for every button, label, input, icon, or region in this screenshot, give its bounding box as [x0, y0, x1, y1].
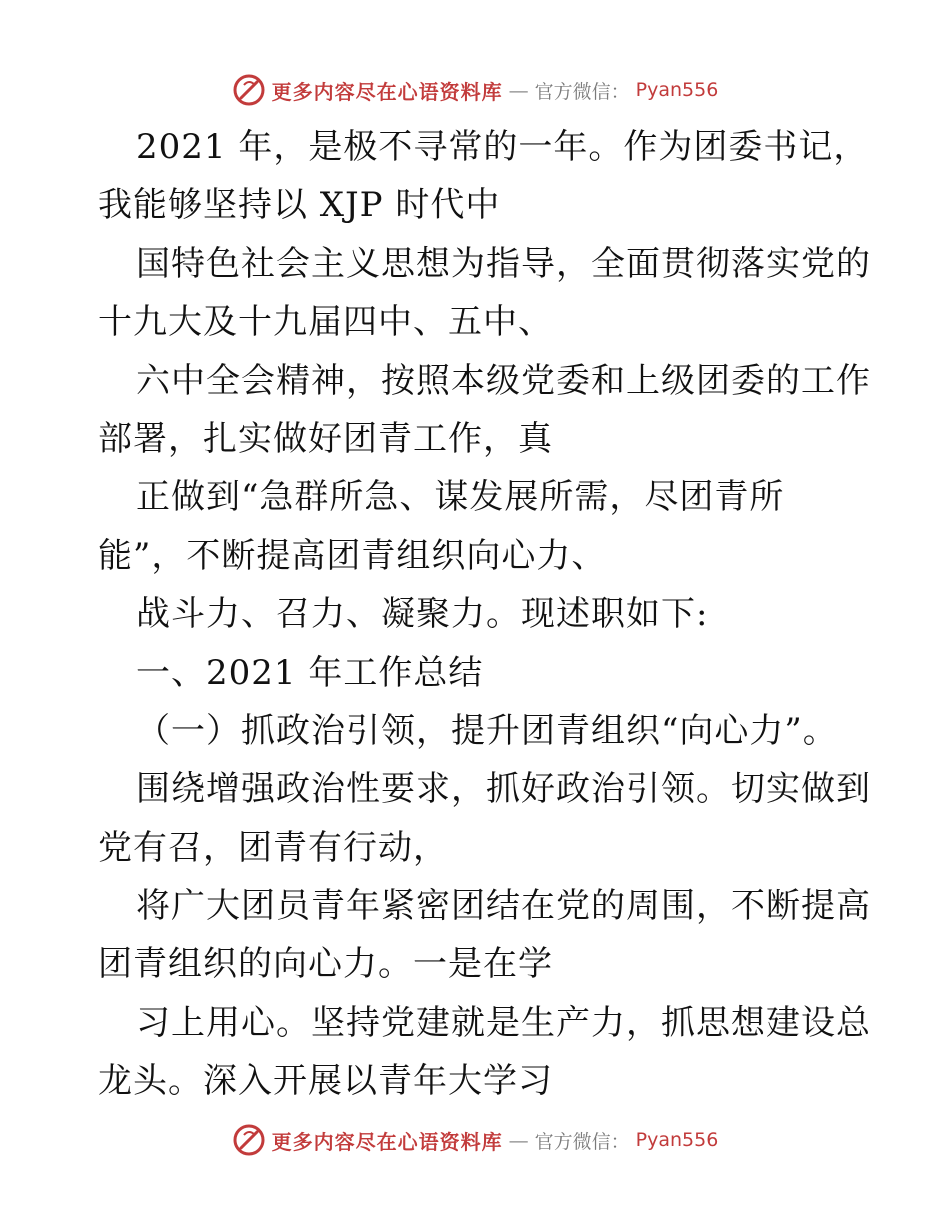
text-line: 将广大团员青年紧密团结在党的周围，不断提高 — [136, 886, 871, 927]
banner-main-text: 更多内容尽在心语资料库 — [271, 79, 503, 104]
banner-wechat-label: 官方微信： — [534, 80, 630, 103]
text-line: 国特色社会主义思想为指导，全面贯彻落实党的 — [136, 243, 871, 284]
banner-main-text: 更多内容尽在心语资料库 — [271, 1129, 503, 1154]
text-line: 六中全会精神，按照本级党委和上级团委的工作 — [136, 360, 871, 401]
text-line: 我能够坚持以 XJP 时代中 — [98, 185, 501, 226]
text-line: 正做到“急群所急、谋发展所需，尽团青所 — [136, 477, 785, 518]
text-line: 战斗力、召力、凝聚力。现述职如下: — [136, 594, 709, 635]
header-banner — [0, 70, 950, 110]
text-line: 十九大及十九届四中、五中、 — [98, 302, 553, 343]
text-line: 团青组织的向心力。一是在学 — [98, 944, 553, 985]
logo-icon — [232, 73, 266, 107]
banner-wechat-label: 官方微信： — [534, 1130, 630, 1153]
text-line: 党有召，团青有行动， — [98, 827, 448, 868]
banner-wechat-id: Pyan556 — [635, 1129, 719, 1151]
text-line: 2021 年，是极不寻常的一年。作为团委书记， — [136, 127, 869, 167]
banner-separator: — — [508, 78, 529, 102]
document-body — [98, 118, 888, 1111]
text-line: 围绕增强政治性要求，抓好政治引领。切实做到 — [136, 769, 871, 810]
section-heading: 一、2021 年工作总结 — [136, 652, 484, 693]
text-line: 龙头。深入开展以青年大学习 — [98, 1061, 553, 1102]
subsection-heading: （一）抓政治引领，提升团青组织“向心力”。 — [136, 710, 838, 751]
footer-banner — [0, 1120, 950, 1160]
text-line: 习上用心。坚持党建就是生产力，抓思想建设总 — [136, 1002, 871, 1043]
banner-wechat-id: Pyan556 — [635, 79, 719, 101]
text-line: 部署，扎实做好团青工作，真 — [98, 418, 553, 459]
logo-icon — [232, 1123, 266, 1157]
text-line: 能”，不断提高团青组织向心力、 — [98, 535, 607, 576]
banner-separator: — — [508, 1128, 529, 1152]
